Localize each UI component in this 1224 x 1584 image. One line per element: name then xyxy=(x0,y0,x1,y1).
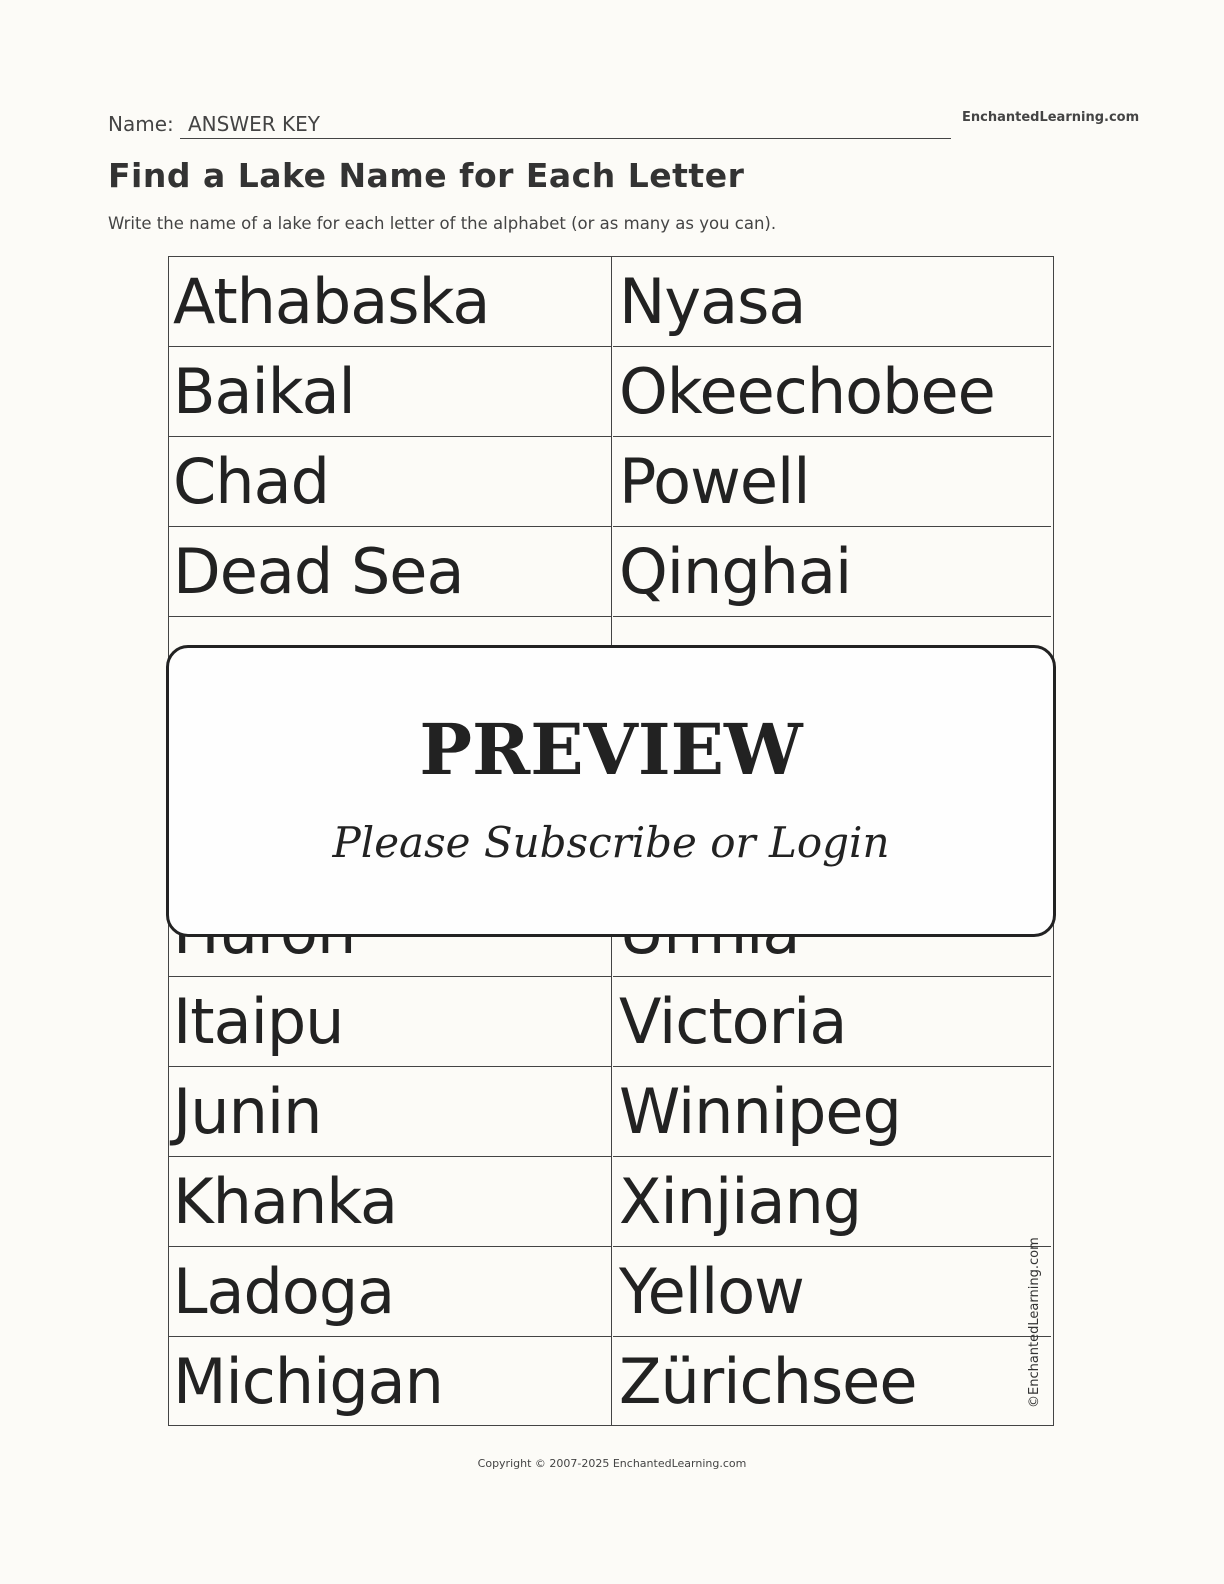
lake-cell-left: Khanka xyxy=(169,1157,611,1247)
lake-cell-left: Itaipu xyxy=(169,977,611,1067)
lake-cell-left: Dead Sea xyxy=(169,527,611,617)
lake-cell-left: Baikal xyxy=(169,347,611,437)
lake-cell-right: Qinghai xyxy=(613,527,1051,617)
lake-cell-left: Ladoga xyxy=(169,1247,611,1337)
name-row xyxy=(108,110,951,140)
copyright: Copyright © 2007-2025 EnchantedLearning.com xyxy=(477,1457,747,1470)
lake-cell-left: Athabaska xyxy=(169,257,611,347)
lake-cell-right: Nyasa xyxy=(613,257,1051,347)
page-title: Find a Lake Name for Each Letter xyxy=(108,156,745,195)
lake-cell-right: Xinjiang xyxy=(613,1157,1051,1247)
name-label: Name: xyxy=(108,112,174,136)
preview-overlay[interactable] xyxy=(166,645,1056,937)
site-name: EnchantedLearning.com xyxy=(962,110,1140,125)
name-value: ANSWER KEY xyxy=(188,112,320,136)
lake-cell-right: Victoria xyxy=(613,977,1051,1067)
lake-cell-right: Yellow xyxy=(613,1247,1051,1337)
preview-subtitle: Please Subscribe or Login xyxy=(332,818,890,867)
lake-cell-right: Winnipeg xyxy=(613,1067,1051,1157)
watermark: ©EnchantedLearning.com xyxy=(1027,1237,1042,1408)
lake-cell-left: Chad xyxy=(169,437,611,527)
lake-cell-right: Powell xyxy=(613,437,1051,527)
lake-cell-left: Junin xyxy=(169,1067,611,1157)
lake-cell-right: Okeechobee xyxy=(613,347,1051,437)
name-line xyxy=(180,138,951,139)
instructions: Write the name of a lake for each letter of the alphabet (or as many as you can). xyxy=(108,214,777,233)
lake-cell-right: Zürichsee xyxy=(619,1345,917,1418)
lake-cell-left: Michigan xyxy=(173,1345,443,1418)
preview-title: PREVIEW xyxy=(419,708,803,791)
